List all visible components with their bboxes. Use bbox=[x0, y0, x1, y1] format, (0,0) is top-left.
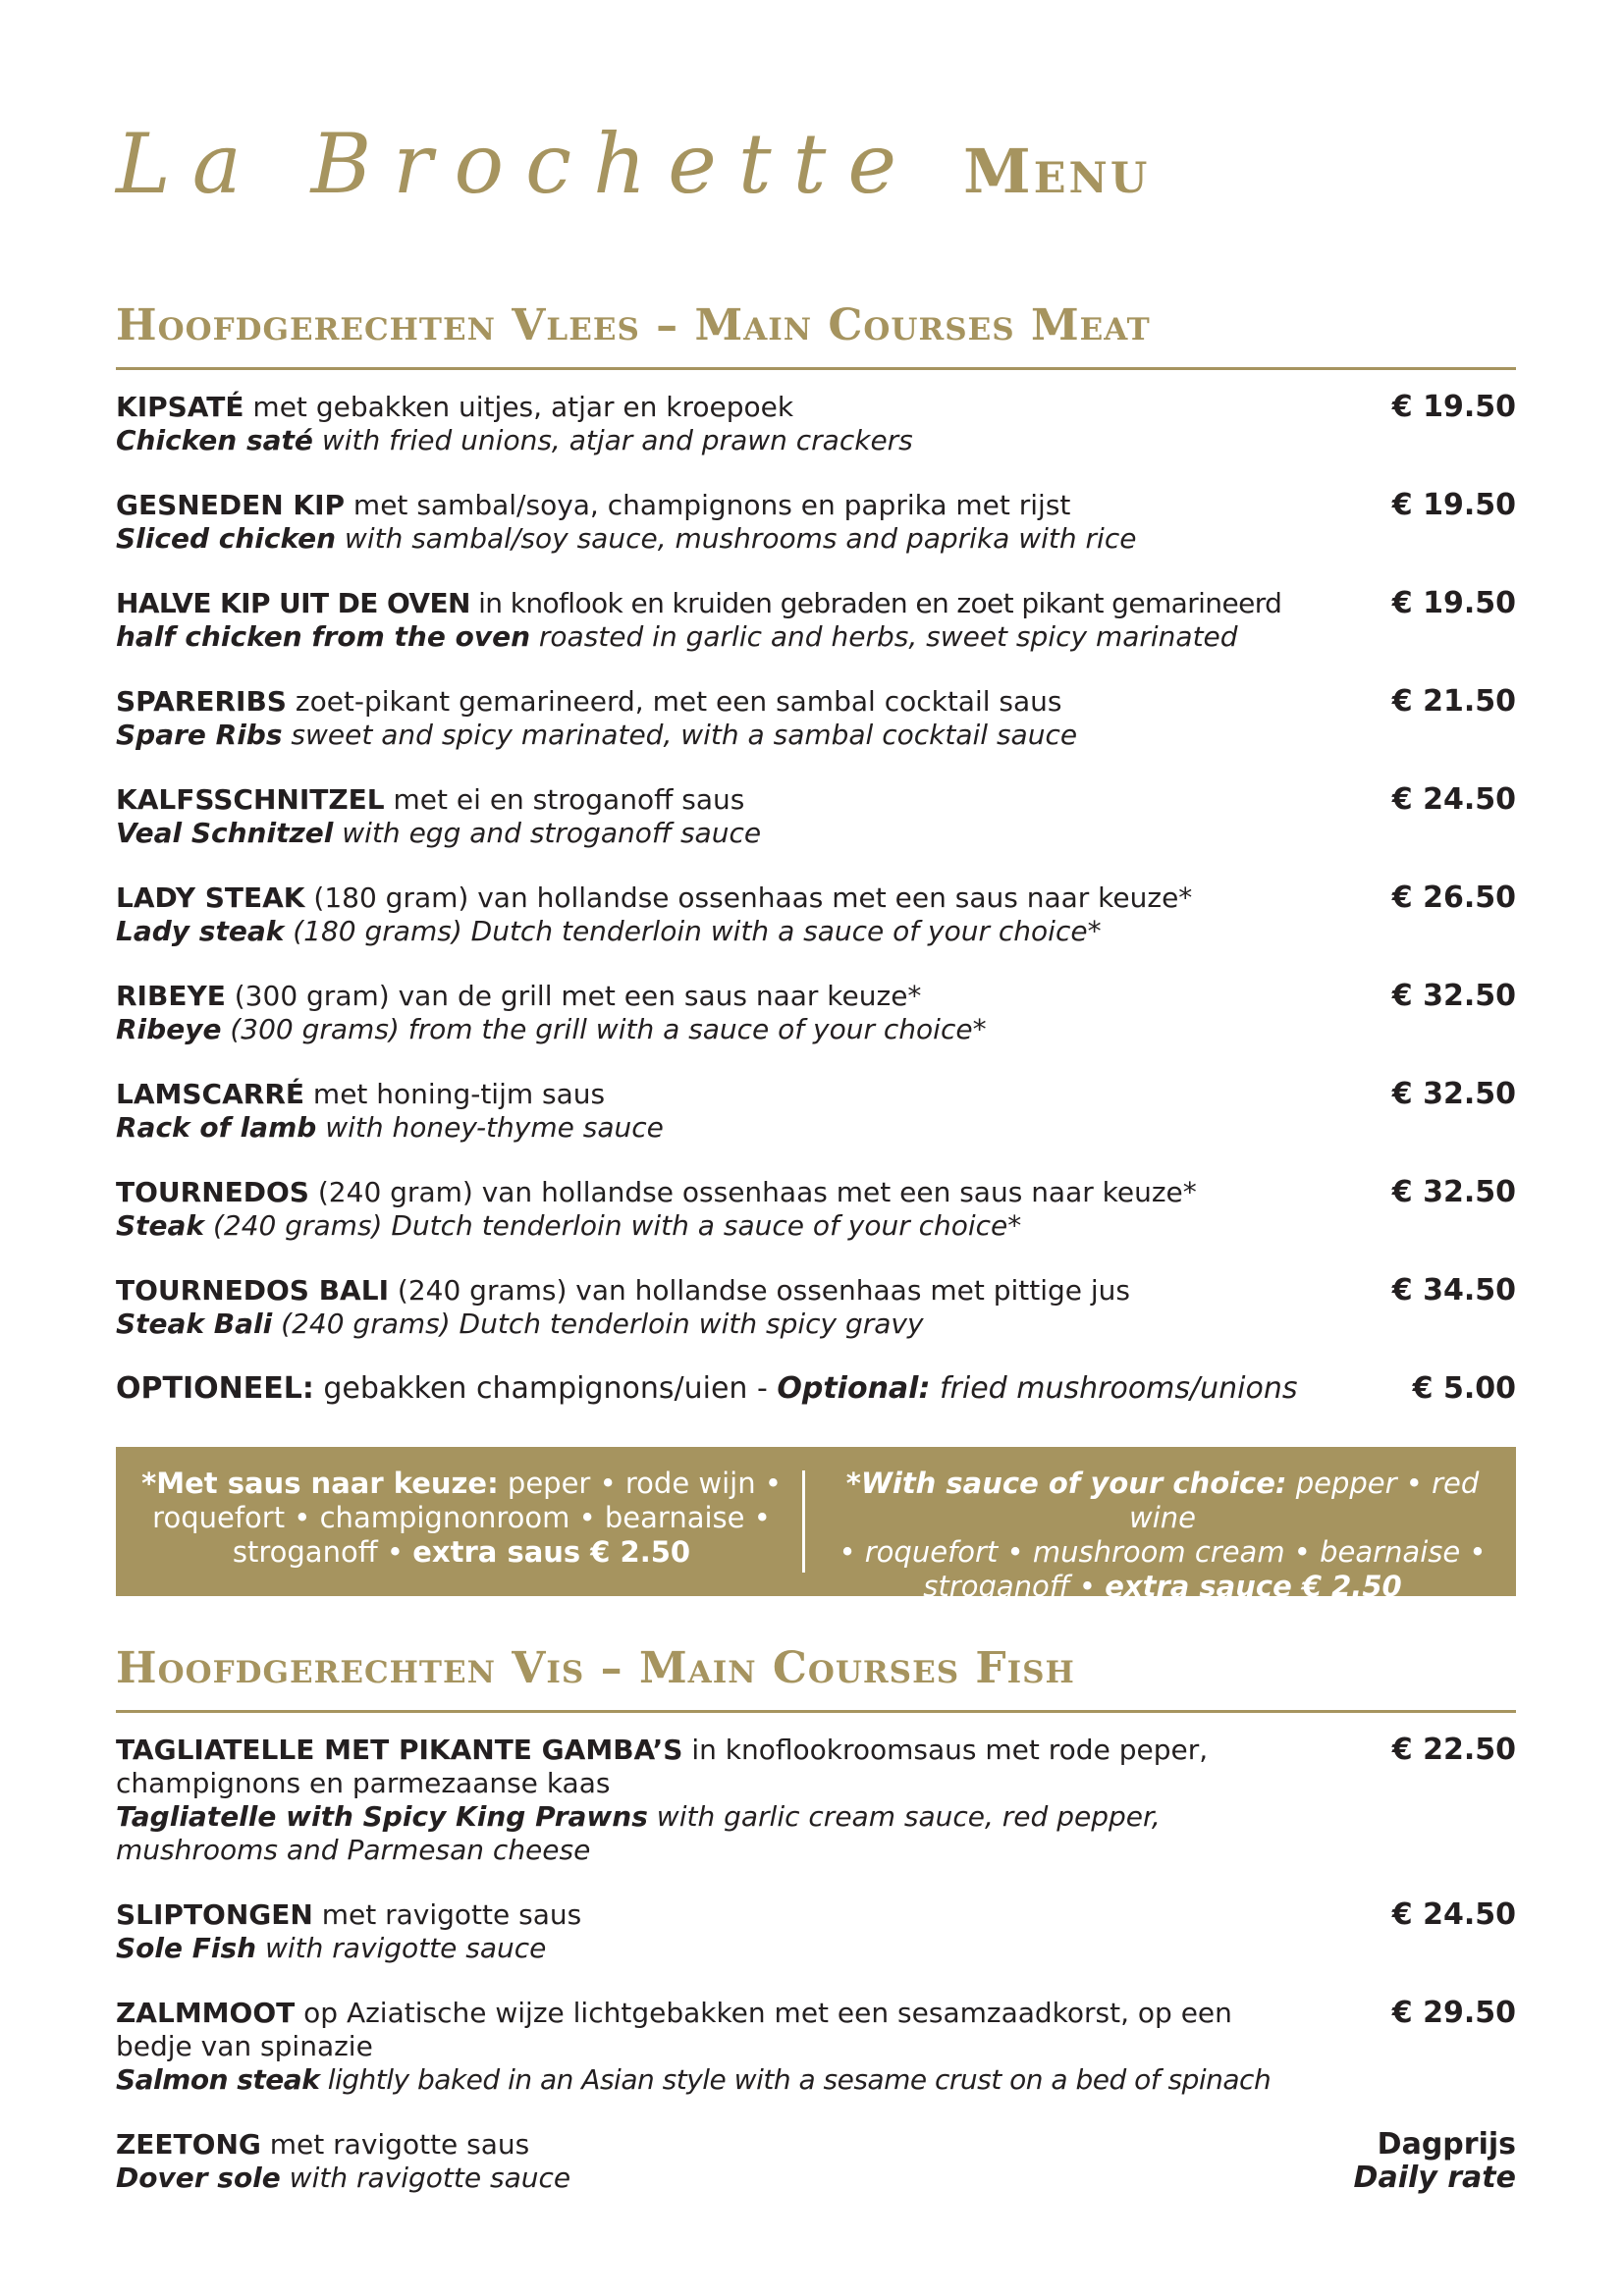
item-price: € 19.50 bbox=[1391, 488, 1516, 522]
divider-meat bbox=[116, 367, 1516, 370]
sauce-options-nl-line2: roquefort • champignonroom • bearnaise • bbox=[152, 1501, 771, 1534]
item-name-nl: TAGLIATELLE MET PIKANTE GAMBA’S bbox=[116, 1734, 683, 1766]
menu-item bbox=[116, 881, 1516, 948]
item-name-nl: SPARERIBS bbox=[116, 685, 287, 718]
item-desc-en: with egg and stroganoff sauce bbox=[333, 817, 762, 849]
menu-item bbox=[116, 1734, 1516, 1867]
item-price-nl: Dagprijs bbox=[1377, 2127, 1516, 2162]
item-desc-nl: (300 gram) van de grill met een saus naar keuze* bbox=[225, 980, 922, 1012]
sauce-extra-nl: extra saus € 2.50 bbox=[412, 1535, 691, 1569]
item-price: € 24.50 bbox=[1391, 782, 1516, 817]
item-price: € 26.50 bbox=[1391, 881, 1516, 915]
sauce-options-nl-line1: peper • rode wijn • bbox=[498, 1467, 782, 1500]
item-name-en: Steak Bali bbox=[116, 1308, 273, 1340]
item-desc-en: lightly baked in an Asian style with a sesame crust on a bed of spinach bbox=[319, 2063, 1272, 2096]
item-desc-en: with honey-thyme sauce bbox=[316, 1111, 664, 1144]
item-name-en: Sole Fish bbox=[116, 1932, 257, 1964]
item-desc-nl: op Aziatische wijze lichtgebakken met een sesamzaadkorst, op een bedje van spinazie bbox=[116, 1997, 1232, 2062]
item-desc-en: with fried unions, atjar and prawn crackers bbox=[312, 424, 913, 456]
item-name-nl: LADY STEAK bbox=[116, 881, 305, 914]
item-price: € 22.50 bbox=[1391, 1733, 1516, 1767]
sauce-label-nl: *Met saus naar keuze: bbox=[141, 1467, 499, 1500]
item-price: € 21.50 bbox=[1391, 684, 1516, 719]
item-price bbox=[1354, 2128, 1516, 2195]
item-desc-en: with ravigotte sauce bbox=[280, 2162, 571, 2194]
section-heading-meat: Hoofdgerechten Vlees – Main Courses Meat bbox=[116, 300, 1151, 350]
sauce-options-nl bbox=[128, 1467, 795, 1570]
sauce-choice-box bbox=[116, 1447, 1516, 1603]
sauce-options-en-line1: pepper • red wine bbox=[1129, 1467, 1480, 1534]
item-desc-nl: met sambal/soya, champignons en paprika met rijst bbox=[345, 489, 1071, 521]
item-name-nl: RIBEYE bbox=[116, 980, 226, 1012]
item-name-nl: TOURNEDOS BALI bbox=[116, 1274, 389, 1307]
menu-word: Menu bbox=[963, 135, 1151, 207]
item-name-nl: ZEETONG bbox=[116, 2128, 261, 2161]
item-name-en: Rack of lamb bbox=[116, 1111, 317, 1144]
item-desc-nl: in knoflookroomsaus met rode peper, champignons en parmezaanse kaas bbox=[116, 1734, 1209, 1799]
item-name-nl: KALFSSCHNITZEL bbox=[116, 783, 385, 816]
item-price-en: Daily rate bbox=[1353, 2161, 1516, 2195]
restaurant-name: La Brochette bbox=[116, 116, 919, 212]
sauce-options-en-line2: • roquefort • mushroom cream • bearnaise • bbox=[839, 1535, 1487, 1569]
sauce-options-en-line3: stroganoff • bbox=[923, 1570, 1106, 1603]
divider-fish bbox=[116, 1710, 1516, 1713]
menu-item bbox=[116, 783, 1516, 850]
menu-item bbox=[116, 391, 1516, 457]
optional-extras bbox=[116, 1372, 1516, 1406]
item-desc-nl: zoet-pikant gemarineerd, met een sambal cocktail saus bbox=[286, 685, 1062, 718]
item-desc-nl: in knoflook en kruiden gebraden en zoet pikant gemarineerd bbox=[469, 587, 1282, 619]
item-name-en: Dover sole bbox=[116, 2162, 281, 2194]
optional-label-nl: OPTIONEEL: bbox=[116, 1371, 314, 1406]
item-price: € 32.50 bbox=[1391, 1175, 1516, 1209]
item-price: € 32.50 bbox=[1391, 1077, 1516, 1111]
item-name-en: Tagliatelle with Spicy King Prawns bbox=[116, 1800, 648, 1833]
menu-item bbox=[116, 980, 1516, 1046]
item-desc-nl: (180 gram) van hollandse ossenhaas met een saus naar keuze* bbox=[304, 881, 1193, 914]
sauce-divider bbox=[802, 1470, 805, 1573]
item-desc-en: (180 grams) Dutch tenderloin with a sauce of your choice* bbox=[284, 915, 1102, 947]
menu-item bbox=[116, 489, 1516, 556]
item-name-en: Lady steak bbox=[116, 915, 285, 947]
item-name-en: Salmon steak bbox=[116, 2063, 320, 2096]
item-desc-nl: met ravigotte saus bbox=[260, 2128, 530, 2161]
item-name-nl: KIPSATÉ bbox=[116, 391, 244, 423]
item-name-en: Veal Schnitzel bbox=[116, 817, 334, 849]
item-price: € 24.50 bbox=[1391, 1897, 1516, 1932]
item-name-nl: ZALMMOOT bbox=[116, 1997, 296, 2029]
optional-label-en: Optional: bbox=[777, 1371, 931, 1406]
item-name-en: Sliced chicken bbox=[116, 522, 337, 555]
menu-item bbox=[116, 685, 1516, 752]
item-name-nl: HALVE KIP UIT DE OVEN bbox=[116, 587, 470, 619]
item-desc-nl: met honing-tijm saus bbox=[304, 1078, 606, 1110]
item-desc-en: (240 grams) Dutch tenderloin with spicy gravy bbox=[272, 1308, 924, 1340]
item-name-en: Steak bbox=[116, 1209, 205, 1242]
menu-item bbox=[116, 1997, 1516, 2097]
sauce-label-en: *With sauce of your choice: bbox=[845, 1467, 1287, 1500]
menu-item bbox=[116, 2128, 1516, 2195]
item-desc-nl: (240 grams) van hollandse ossenhaas met pittige jus bbox=[389, 1274, 1131, 1307]
item-name-en: half chicken from the oven bbox=[116, 620, 530, 653]
menu-title bbox=[116, 116, 1150, 234]
item-name-en: Ribeye bbox=[116, 1013, 222, 1045]
item-desc-en: roasted in garlic and herbs, sweet spicy marinated bbox=[530, 620, 1238, 653]
item-desc-nl: met gebakken uitjes, atjar en kroepoek bbox=[244, 391, 794, 423]
menu-item bbox=[116, 1898, 1516, 1965]
item-name-nl: TOURNEDOS bbox=[116, 1176, 309, 1208]
optional-text-nl: gebakken champignons/uien - bbox=[313, 1371, 778, 1406]
optional-price: € 5.00 bbox=[1412, 1371, 1516, 1406]
item-price: € 19.50 bbox=[1391, 390, 1516, 424]
item-price: € 32.50 bbox=[1391, 979, 1516, 1013]
item-name-en: Chicken saté bbox=[116, 424, 313, 456]
item-desc-nl: met ravigotte saus bbox=[312, 1898, 582, 1931]
item-desc-en: (240 grams) Dutch tenderloin with a sauce of your choice* bbox=[204, 1209, 1022, 1242]
item-desc-en: with sambal/soy sauce, mushrooms and paprika with rice bbox=[336, 522, 1137, 555]
section-heading-fish: Hoofdgerechten Vis – Main Courses Fish bbox=[116, 1643, 1075, 1693]
item-name-en: Spare Ribs bbox=[116, 719, 283, 751]
item-name-nl: LAMSCARRÉ bbox=[116, 1078, 305, 1110]
item-price: € 29.50 bbox=[1391, 1996, 1516, 2030]
item-price: € 19.50 bbox=[1391, 586, 1516, 620]
item-desc-nl: met ei en stroganoff saus bbox=[384, 783, 745, 816]
sauce-options-nl-line3: stroganoff • bbox=[232, 1535, 413, 1569]
menu-item bbox=[116, 587, 1516, 654]
menu-item bbox=[116, 1176, 1516, 1243]
item-name-nl: GESNEDEN KIP bbox=[116, 489, 346, 521]
item-price: € 34.50 bbox=[1391, 1273, 1516, 1308]
menu-item bbox=[116, 1274, 1516, 1341]
item-desc-nl: (240 gram) van hollandse ossenhaas met een saus naar keuze* bbox=[308, 1176, 1197, 1208]
item-desc-en: sweet and spicy marinated, with a sambal cocktail sauce bbox=[282, 719, 1078, 751]
menu-item bbox=[116, 1078, 1516, 1145]
item-desc-en: (300 grams) from the grill with a sauce of your choice* bbox=[221, 1013, 987, 1045]
item-desc-en: with ravigotte sauce bbox=[256, 1932, 547, 1964]
sauce-extra-en: extra sauce € 2.50 bbox=[1105, 1570, 1402, 1603]
item-desc-en: with garlic cream sauce, red pepper, mushrooms and Parmesan cheese bbox=[116, 1800, 1161, 1866]
sauce-options-en bbox=[813, 1467, 1512, 1604]
item-name-nl: SLIPTONGEN bbox=[116, 1898, 313, 1931]
optional-text-en: fried mushrooms/unions bbox=[930, 1371, 1298, 1406]
